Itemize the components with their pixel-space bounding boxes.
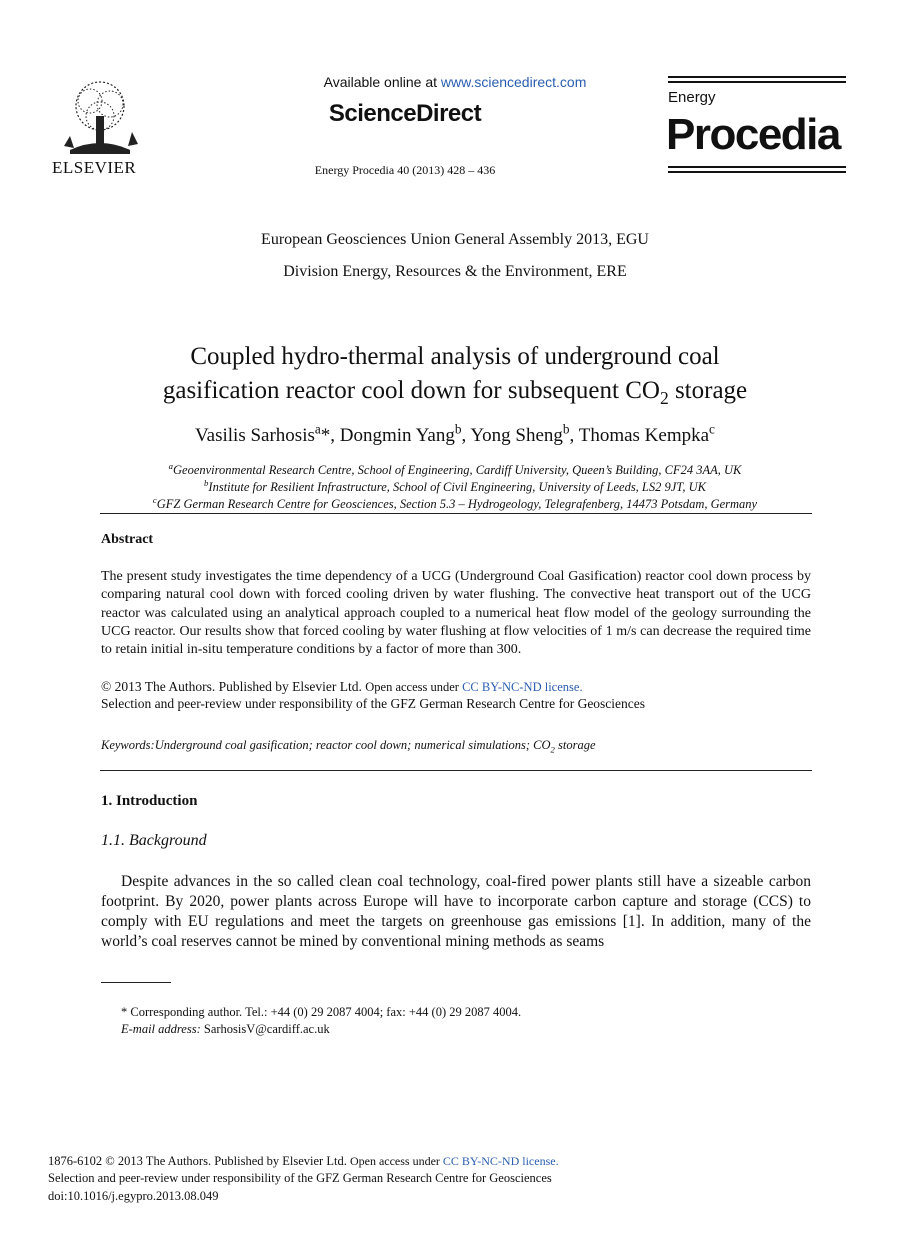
divider <box>100 513 812 514</box>
title-subscript: 2 <box>659 388 669 408</box>
affiliation-mark: c <box>152 494 157 505</box>
footer-doi[interactable]: doi:10.1016/j.egypro.2013.08.049 <box>48 1189 219 1203</box>
keywords-subscript: 2 <box>550 744 555 755</box>
conference-line-2: Division Energy, Resources & the Environment, ERE <box>283 263 627 280</box>
affiliation-text: Geoenvironmental Research Centre, School of Engineering, Cardiff University, Queen’s Building, CF24 3AA, UK <box>173 463 742 477</box>
title-line-1: Coupled hydro-thermal analysis of underground coal <box>190 343 720 370</box>
abstract-heading: Abstract <box>101 532 154 547</box>
affiliation-mark: a <box>168 460 174 471</box>
affiliation-text: GFZ German Research Centre for Geosciences, Section 5.3 – Hydrogeology, Telegrafenberg, 14473 Potsdam, Germany <box>156 497 758 511</box>
title-line-2: gasification reactor cool down for subsequent CO <box>162 377 660 404</box>
footer-open-access: Open access under <box>349 1154 443 1168</box>
author-affil-mark: a <box>314 421 321 437</box>
keywords-text-end: storage <box>554 738 596 752</box>
conference-line-1: European Geosciences Union General Assembly 2013, EGU <box>261 231 649 248</box>
keywords <box>101 738 596 753</box>
sciencedirect-link[interactable]: www.sciencedirect.com <box>440 74 587 90</box>
elsevier-logo-text: ELSEVIER <box>52 158 137 177</box>
email-label: E-mail address: <box>121 1022 201 1036</box>
author-list: Vasilis Sarhosis$^a$*, Dongmin Yang$^b$, Yong Sheng$^b$, Thomas Kempka$^c$ <box>195 421 715 446</box>
open-access-text: Open access under <box>365 680 463 694</box>
keywords-label: Keywords: <box>101 738 155 752</box>
author-affil-mark: b <box>562 421 570 437</box>
corresponding-author-note: * Corresponding author. Tel.: +44 (0) 29 2087 4004; fax: +44 (0) 29 2087 4004. <box>121 1005 522 1019</box>
affiliation <box>100 494 810 512</box>
copyright-line <box>101 679 583 695</box>
author-name: Dongmin Yang <box>339 425 455 446</box>
footer-license-link[interactable]: CC BY-NC-ND license. <box>442 1154 559 1168</box>
author-affil-mark: c <box>709 421 715 437</box>
body-paragraph: Despite advances in the so called clean coal technology, coal-fired power plants still have a sizeable carbon footprint. By 2020, power plants across Europe will have to incorporate carbon capture and storage (CCS) to comply with EU regulations and meet the targets on greenhouse gas emissions [1]. In addition, many of the world’s coal reserves cannot be mined by conventional mining methods as seams <box>101 873 811 950</box>
peer-review-text: Selection and peer-review under responsibility of the GFZ German Research Centre for Geosciences <box>101 696 646 711</box>
affiliation-text: Institute for Resilient Infrastructure, School of Civil Engineering, University of Leeds, LS2 9JT, UK <box>208 480 706 494</box>
journal-name-large: Procedia <box>666 110 840 159</box>
footer-copyright <box>48 1154 559 1169</box>
keywords-text: Underground coal gasification; reactor cool down; numerical simulations; CO <box>154 738 551 752</box>
affiliation <box>100 477 810 495</box>
email-note <box>121 1022 330 1037</box>
corresponding-mark: * <box>320 425 331 446</box>
footer-copyright-text: 1876-6102 © 2013 The Authors. Published by Elsevier Ltd. <box>48 1154 347 1168</box>
author-name: Vasilis Sarhosis <box>195 425 315 446</box>
section-heading: 1. Introduction <box>101 793 198 809</box>
available-prefix: Available online at <box>323 74 441 90</box>
copyright-text: © 2013 The Authors. Published by Elsevier Ltd. <box>101 679 362 694</box>
journal-citation: Energy Procedia 40 (2013) 428 – 436 <box>314 163 496 177</box>
energy-procedia-logo <box>668 76 846 174</box>
author-affil-mark: b <box>454 421 462 437</box>
subsection-heading: 1.1. Background <box>101 832 207 849</box>
author-name: Yong Sheng <box>470 425 563 446</box>
affiliation <box>100 460 810 478</box>
footer-peer-review: Selection and peer-review under responsibility of the GFZ German Research Centre for Geosciences <box>48 1171 552 1185</box>
paper-title <box>100 340 810 408</box>
affiliation-mark: b <box>204 477 209 488</box>
license-link[interactable]: CC BY-NC-ND license. <box>462 680 583 694</box>
author-name: Thomas Kempka <box>578 425 710 446</box>
available-online <box>200 74 710 90</box>
journal-name-small: Energy <box>668 89 716 106</box>
sciencedirect-wordmark: ScienceDirect <box>328 100 482 127</box>
footnote-divider <box>101 982 171 983</box>
divider <box>100 770 812 771</box>
abstract-text: The present study investigates the time dependency of a UCG (Underground Coal Gasification) reactor cool down process by comparing natural cool down with forced cooling driven by water flushing. The convective heat transport out of the UCG reactor was calculated using an analytical approach coupled to a numerical heat flow model of the geology surrounding the UCG reactor. Our results show that forced cooling by water flushing at flow velocities of 1 m/s can decrease the required time to retain initial in-situ temperature conditions by a factor of more than 300. <box>101 569 811 658</box>
email-address[interactable]: SarhosisV@cardiff.ac.uk <box>200 1022 330 1036</box>
title-line-2-end: storage <box>668 377 748 404</box>
